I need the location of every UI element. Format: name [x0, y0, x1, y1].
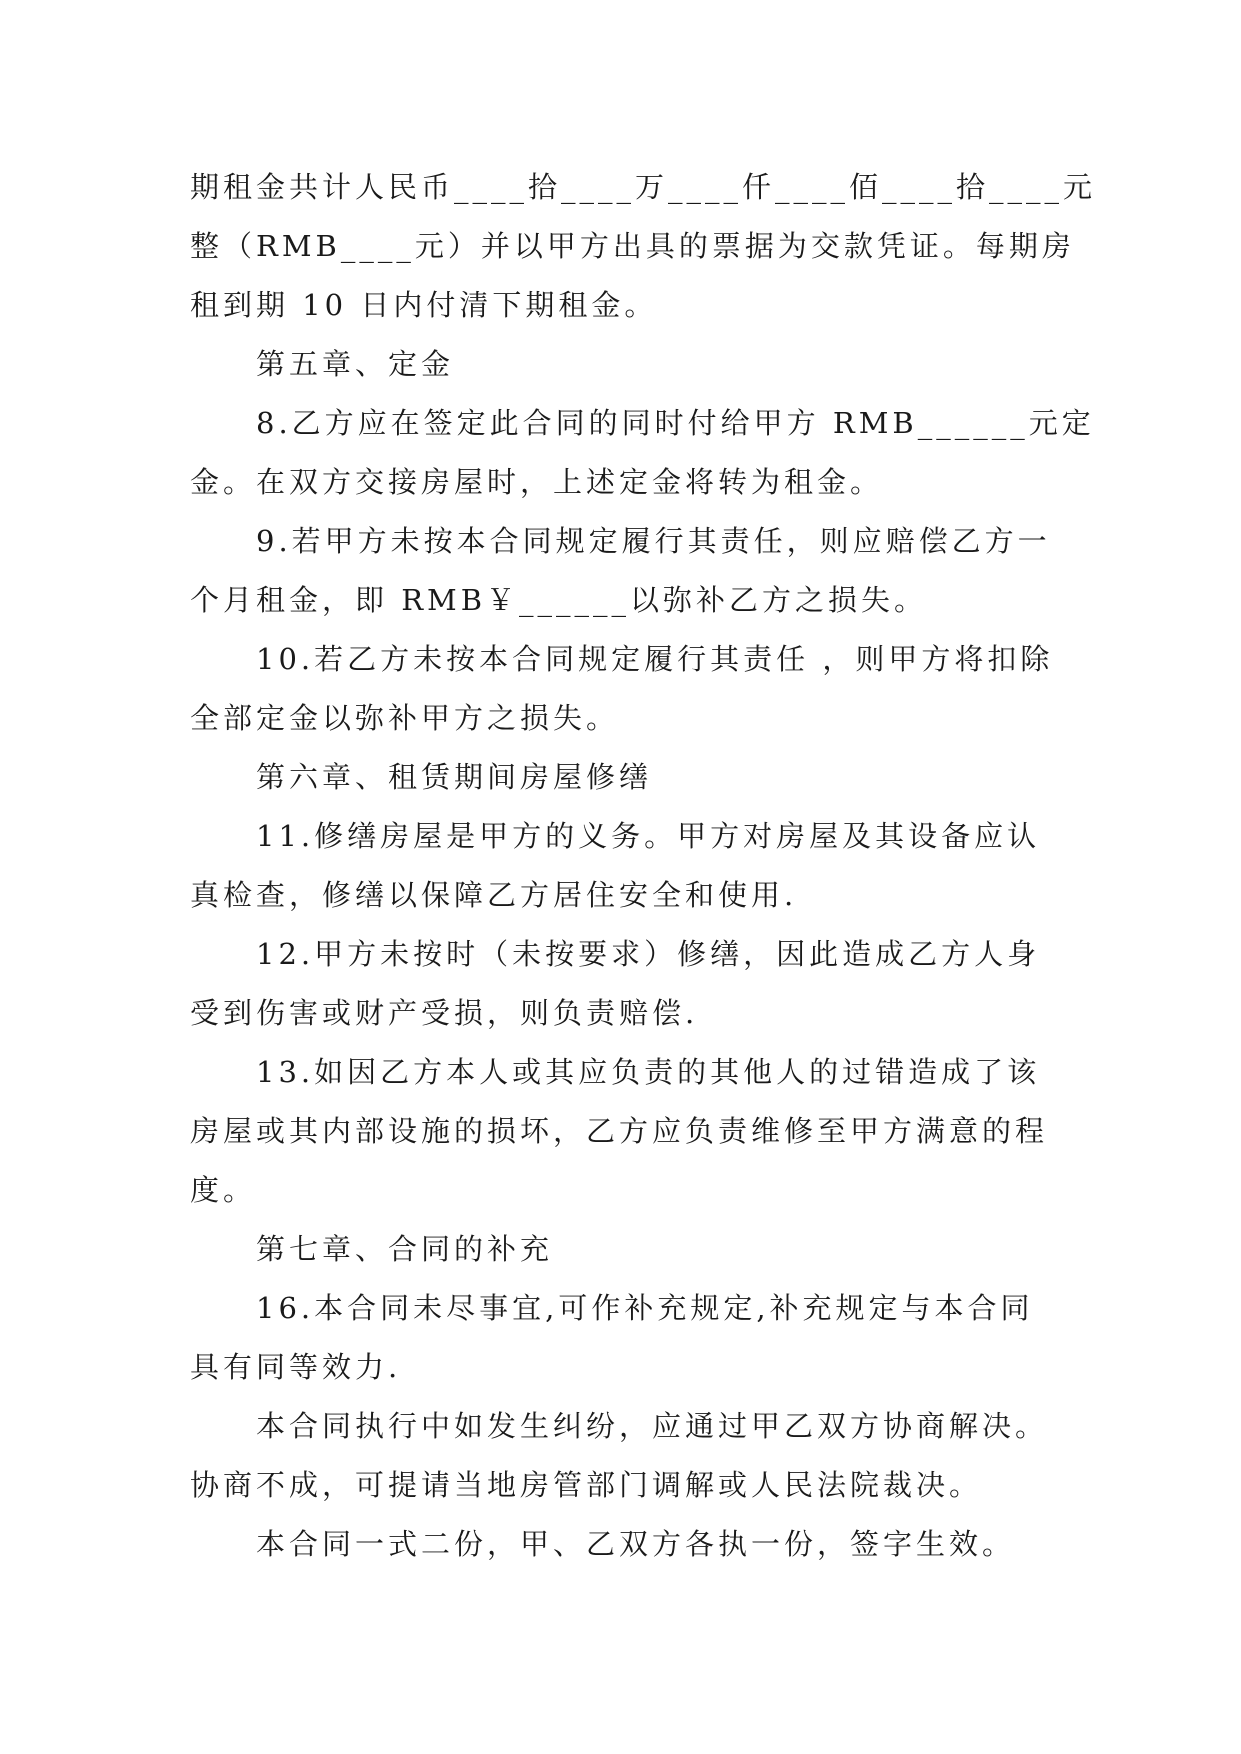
text-line: 全部定金以弥补甲方之损失。	[190, 701, 620, 735]
clause-line: 11.修缮房屋是甲方的义务。甲方对房屋及其设备应认	[256, 819, 1041, 853]
text-line: 协商不成，可提请当地房管部门调解或人民法院裁决。	[190, 1468, 983, 1502]
clause-line: 本合同执行中如发生纠纷，应通过甲乙双方协商解决。	[256, 1409, 1049, 1443]
clause-line: 12.甲方未按时（未按要求）修缮，因此造成乙方人身	[256, 937, 1041, 971]
clause-line: 9.若甲方未按本合同规定履行其责任，则应赔偿乙方一	[256, 524, 1051, 558]
text-line: 个月租金，即 RMB￥______以弥补乙方之损失。	[190, 583, 928, 617]
text-line: 租到期 10 日内付清下期租金。	[190, 288, 658, 322]
clause-line: 8.乙方应在签定此合同的同时付给甲方 RMB______元定	[256, 406, 1095, 440]
clause-line: 本合同一式二份，甲、乙双方各执一份，签字生效。	[256, 1527, 1016, 1561]
text-line: 真检查，修缮以保障乙方居住安全和使用.	[190, 878, 798, 912]
text-line: 具有同等效力.	[190, 1350, 402, 1384]
text-line: 金。在双方交接房屋时，上述定金将转为租金。	[190, 465, 884, 499]
clause-line: 10.若乙方未按本合同规定履行其责任 ，则甲方将扣除	[256, 642, 1054, 676]
clause-line: 13.如因乙方本人或其应负责的其他人的过错造成了该	[256, 1055, 1041, 1089]
chapter-heading: 第七章、合同的补充	[256, 1232, 554, 1266]
chapter-heading: 第六章、租赁期间房屋修缮	[256, 760, 653, 794]
text-line: 受到伤害或财产受损，则负责赔偿.	[190, 996, 699, 1030]
text-line: 期租金共计人民币____拾____万____仟____佰____拾____元	[190, 170, 1097, 204]
text-line: 整（RMB____元）并以甲方出具的票据为交款凭证。每期房	[190, 229, 1075, 263]
text-line: 房屋或其内部设施的损坏，乙方应负责维修至甲方满意的程	[190, 1114, 1049, 1148]
document-page	[190, 158, 1097, 1574]
clause-line: 16.本合同未尽事宜,可作补充规定,补充规定与本合同	[256, 1291, 1034, 1325]
chapter-heading: 第五章、定金	[256, 347, 455, 381]
text-line: 度。	[190, 1173, 257, 1207]
